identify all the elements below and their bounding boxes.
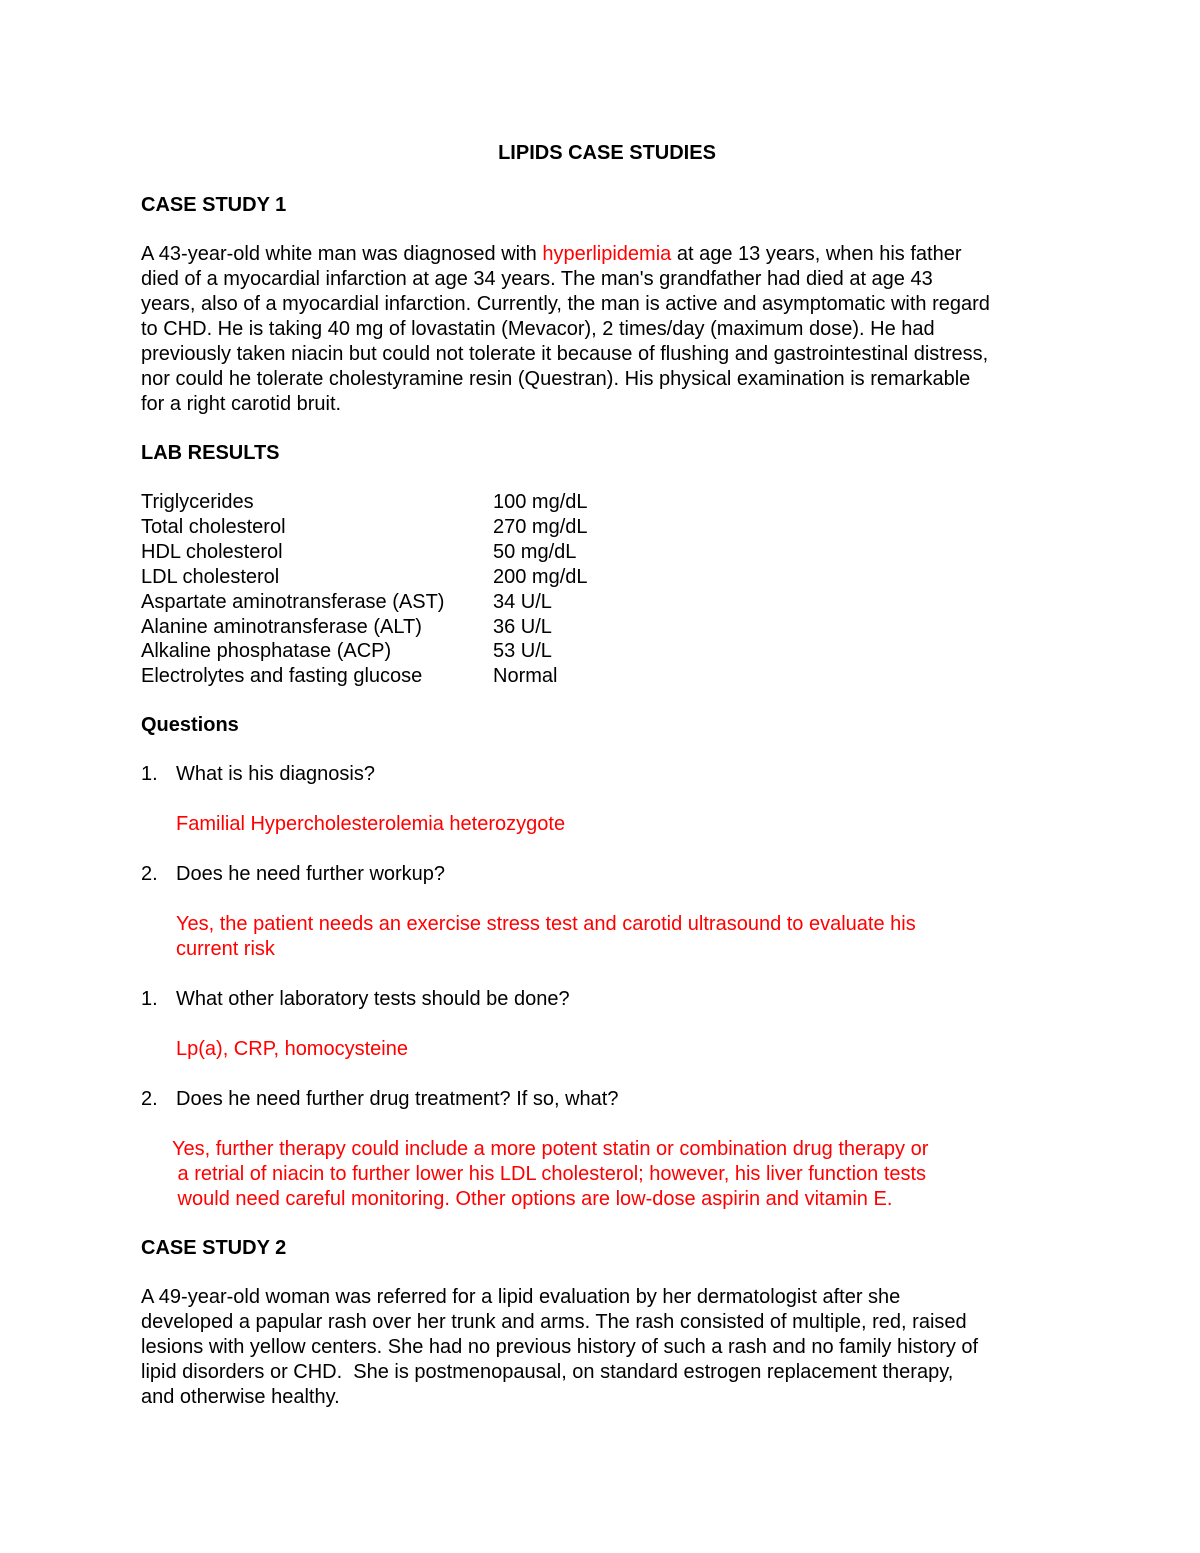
- question-text: Does he need further drug treatment? If so, what?: [176, 1088, 619, 1111]
- answer-text: current risk: [176, 938, 275, 961]
- case-study-2-body: [141, 1285, 1071, 1410]
- lab-row: [141, 590, 1071, 615]
- lab-row: [141, 515, 1071, 540]
- case-study-1-heading: CASE STUDY 1: [141, 194, 287, 216]
- lab-name: Aspartate aminotransferase (AST): [141, 590, 445, 613]
- lab-name: Electrolytes and fasting glucose: [141, 665, 423, 688]
- case-2-line: lesions with yellow centers. She had no previous history of such a rash and no family history of: [141, 1336, 979, 1359]
- questions-heading: Questions: [141, 714, 239, 737]
- intro-text: at age 13 years, when his father: [671, 243, 962, 265]
- answer-text: would need careful monitoring. Other options are low-dose aspirin and vitamin E.: [172, 1188, 893, 1211]
- lab-value: 53 U/L: [493, 640, 552, 663]
- intro-line: previously taken niacin but could not tolerate it because of flushing and gastrointestinal distress,: [141, 343, 989, 365]
- lab-name: HDL cholesterol: [141, 540, 283, 563]
- question-text: What other laboratory tests should be done?: [176, 988, 570, 1011]
- document-page: [141, 139, 1071, 1410]
- question-number: 1.: [141, 988, 158, 1011]
- lab-value: 34 U/L: [493, 590, 552, 613]
- question-text: What is his diagnosis?: [176, 763, 375, 786]
- lab-value: Normal: [493, 665, 558, 688]
- lab-name: Alkaline phosphatase (ACP): [141, 640, 392, 663]
- answer-text: Familial Hypercholesterolemia heterozygote: [176, 813, 566, 836]
- case-2-line: developed a papular rash over her trunk and arms. The rash consisted of multiple, red, raised: [141, 1311, 967, 1334]
- question-number: 2.: [141, 1088, 158, 1111]
- answer-text: Yes, further therapy could include a more potent statin or combination drug therapy or: [172, 1138, 929, 1161]
- lab-row: [141, 490, 1071, 515]
- intro-line: [141, 242, 1071, 267]
- answer-text: Yes, the patient needs an exercise stress test and carotid ultrasound to evaluate his: [176, 913, 916, 936]
- question-item: [141, 862, 1071, 887]
- lab-row: [141, 540, 1071, 565]
- case-study-1-intro: [141, 242, 1071, 417]
- intro-text: A 43-year-old white man was diagnosed with: [141, 243, 543, 265]
- lab-value: 200 mg/dL: [493, 565, 588, 588]
- question-number: 1.: [141, 763, 158, 786]
- case-2-line: and otherwise healthy.: [141, 1386, 340, 1409]
- document-title: LIPIDS CASE STUDIES: [498, 142, 716, 164]
- lab-value: 100 mg/dL: [493, 491, 588, 513]
- answer-text: a retrial of niacin to further lower his LDL cholesterol; however, his liver function tests: [172, 1163, 927, 1186]
- question-number: 2.: [141, 863, 158, 886]
- question-item: [141, 1087, 1071, 1112]
- lab-name: Triglycerides: [141, 491, 254, 513]
- question-item: [141, 987, 1071, 1012]
- case-2-line: A 49-year-old woman was referred for a lipid evaluation by her dermatologist after she: [141, 1286, 901, 1309]
- question-text: Does he need further workup?: [176, 863, 446, 886]
- case-study-2-heading: CASE STUDY 2: [141, 1237, 287, 1260]
- lab-row: [141, 565, 1071, 590]
- lab-row: [141, 639, 1071, 664]
- answer-text: Lp(a), CRP, homocysteine: [176, 1038, 408, 1061]
- lab-name: Alanine aminotransferase (ALT): [141, 615, 422, 638]
- intro-line: nor could he tolerate cholestyramine resin (Questran). His physical examination is remarkable: [141, 368, 971, 390]
- lab-value: 270 mg/dL: [493, 515, 588, 538]
- lab-value: 36 U/L: [493, 615, 552, 638]
- lab-results-heading: LAB RESULTS: [141, 442, 280, 464]
- intro-line: for a right carotid bruit.: [141, 393, 342, 415]
- lab-name: Total cholesterol: [141, 515, 286, 538]
- lab-value: 50 mg/dL: [493, 540, 577, 563]
- lab-row: [141, 615, 1071, 640]
- question-item: [141, 762, 1071, 787]
- lab-results-table: [141, 490, 1071, 689]
- intro-line: to CHD. He is taking 40 mg of lovastatin (Mevacor), 2 times/day (maximum dose). He had: [141, 318, 935, 340]
- lab-row: [141, 664, 1071, 689]
- intro-line: died of a myocardial infarction at age 34 years. The man's grandfather had died at age 43: [141, 268, 933, 290]
- highlight-term: hyperlipidemia: [542, 243, 672, 265]
- case-2-line: lipid disorders or CHD. She is postmenopausal, on standard estrogen replacement therapy,: [141, 1361, 954, 1384]
- intro-line: years, also of a myocardial infarction. Currently, the man is active and asymptomatic with regard: [141, 293, 990, 315]
- lab-name: LDL cholesterol: [141, 565, 280, 588]
